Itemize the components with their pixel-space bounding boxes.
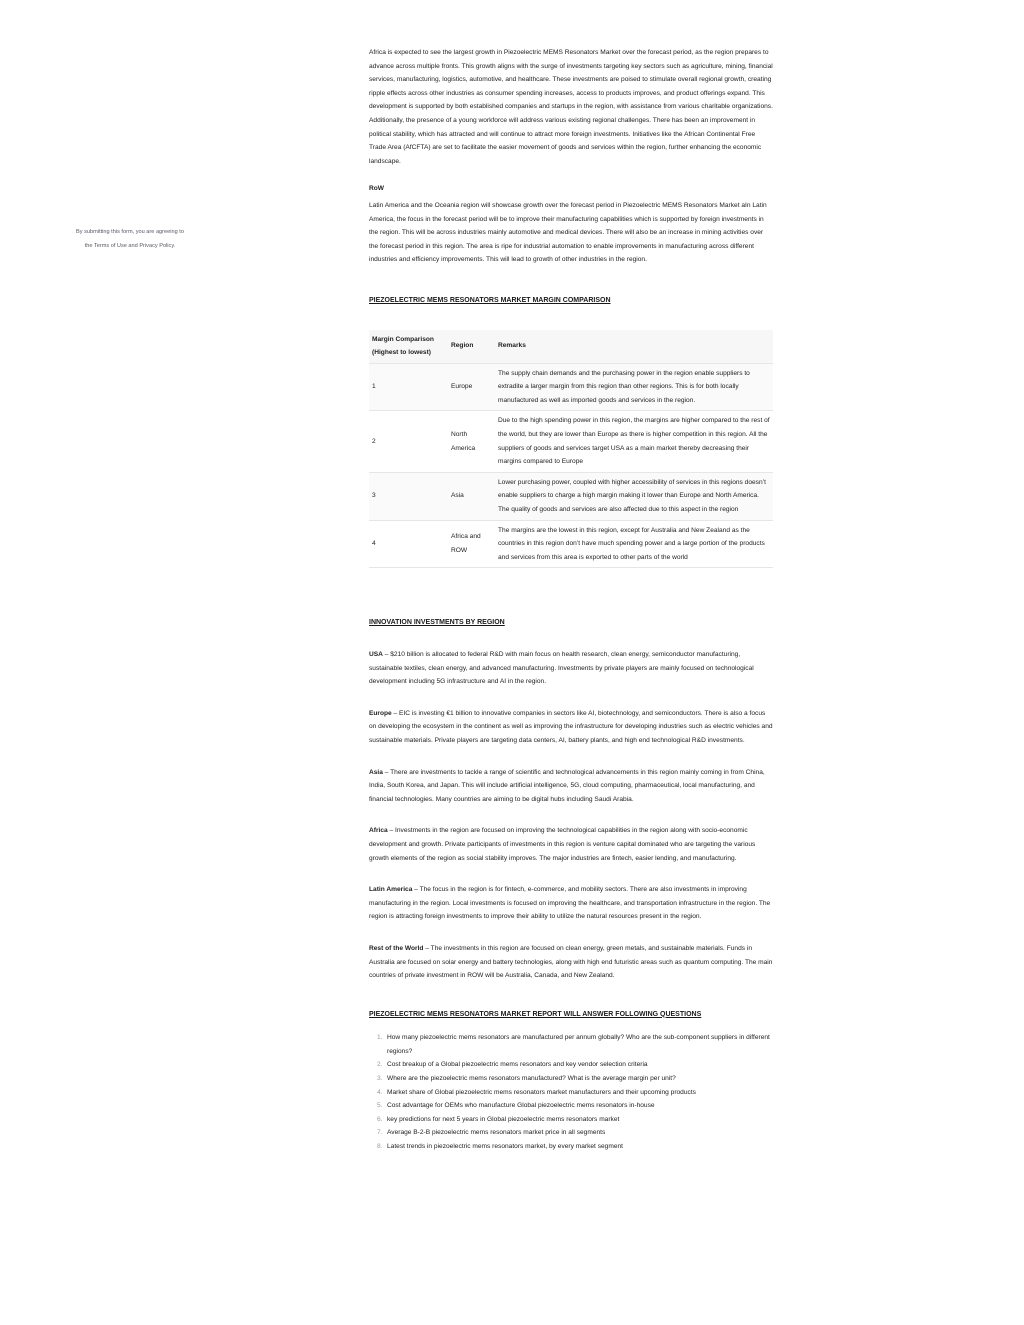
innovation-text: – The focus in the region is for fintech, e-commerce, and mobility sectors. There are also investments in improving manufacturing in the region. Local investments is focused on improving the healthcare, and transportation infrastructure in the region. The region is attracting foreign investments to improve their ability to utilize the natural resources present in the region. <box>369 886 771 921</box>
innovation-item-africa <box>369 824 773 865</box>
africa-paragraph: Africa is expected to see the largest growth in Piezoelectric MEMS Resonators Market over the forecast period, as the region prepares to advance across multiple fronts. This growth aligns with the surge of investments targeting key sectors such as agriculture, mining, financial services, manufacturing, logistics, automotive, and healthcare. These investments are poised to stimulate overall regional growth, creating ripple effects across other industries as consumer spending increases, access to products improves, and product offerings expand. This development is supported by both established companies and startups in the region, with assistance from various charitable organizations. Additionally, the presence of a young workforce will address various existing regional challenges. There has been an improvement in political stability, which has attracted and will continue to attract more foreign investments. Initiatives like the African Continental Free Trade Area (AfCFTA) are set to facilitate the easier movement of goods and services within the region, further enhancing the economic landscape. <box>369 49 773 165</box>
rank-cell: 3 <box>369 472 448 520</box>
rank-cell: 4 <box>369 520 448 568</box>
rank-cell: 1 <box>369 363 448 411</box>
article-content <box>369 46 773 1154</box>
list-item: key predictions for next 5 years in Global piezoelectric mems resonators market <box>387 1115 620 1123</box>
innovation-region-label: Latin America <box>369 886 413 894</box>
questions-list <box>369 1031 773 1153</box>
list-item: Cost breakup of a Global piezoelectric mems resonators and key vendor selection criteria <box>387 1061 648 1069</box>
column-header-rank: Margin Comparison (Highest to lowest) <box>369 330 448 364</box>
remarks-cell: The margins are the lowest in this region, except for Australia and New Zealand as the countries in this region don’t have much spending power and a large portion of the products and services from this area is exported to other parts of the world <box>495 520 773 568</box>
margin-comparison-heading: PIEZOELECTRIC MEMS RESONATORS MARKET MARGIN COMPARISON <box>369 296 611 304</box>
region-cell: Europe <box>448 363 495 411</box>
region-cell: Asia <box>448 472 495 520</box>
region-cell: Africa and ROW <box>448 520 495 568</box>
innovation-text: – The investments in this region are focused on clean energy, green metals, and sustainable materials. Funds in Australia are focused on solar energy and battery technologies, along with high end futuristic areas such as quantum computing. The main countries of private investment in ROW will be Australia, Canada, and New Zealand. <box>369 944 773 980</box>
table-row <box>369 411 773 472</box>
list-item: Latest trends in piezoelectric mems resonators market, by every market segment <box>387 1143 624 1151</box>
innovation-item-usa <box>369 648 773 689</box>
innovation-text: – Investments in the region are focused on improving the technological capabilities in the region along with socio-economic development and growth. Private participants of investments in this region is venture capital dominated who are targeting the various growth elements of the region as social stability improves. The major industries are fintech, easier lending, and manufacturing. <box>369 827 756 862</box>
innovation-item-rest-of-world <box>369 942 773 983</box>
column-header-region: Region <box>448 330 495 364</box>
column-header-remarks: Remarks <box>495 330 773 364</box>
questions-heading: PIEZOELECTRIC MEMS RESONATORS MARKET REPORT WILL ANSWER FOLLOWING QUESTIONS <box>369 1010 702 1018</box>
table-row <box>369 520 773 568</box>
row-heading: RoW <box>369 185 385 193</box>
consent-line-2: the Terms of Use and Privacy Policy. <box>84 242 176 249</box>
row-paragraph: Latin America and the Oceania region will showcase growth over the forecast period in Piezoelectric MEMS Resonators Market aIn Latin America, the focus in the forecast period will be to improve their manufacturing capabilities which is supported by foreign investments in the region. This will be across industries mainly automotive and medical devices. There will also be an increase in mining activities over the forecast period in this region. The area is ripe for industrial automation to enable improvements in manufacturing across different industries and efficiency improvements. This will lead to growth of other industries in the region. <box>369 201 767 264</box>
consent-line-1: By submitting this form, you are agreeing to <box>76 229 184 235</box>
innovation-region-label: Europe <box>369 709 392 717</box>
innovation-region-label: Asia <box>369 768 383 776</box>
remarks-cell: Due to the high spending power in this region, the margins are higher compared to the rest of the world, but they are lower than Europe as there is higher competition in this region. All the suppliers of goods and services target USA as a main market thereby decreasing their margins compared to Europe <box>495 411 773 472</box>
remarks-cell: The supply chain demands and the purchasing power in the region enable suppliers to extradite a larger margin from this region than other regions. This is for both locally manufactured as well as imported goods and services in the region. <box>495 363 773 411</box>
list-item: How many piezoelectric mems resonators are manufactured per annum globally? Who are the sub-component suppliers in different regions? <box>387 1034 770 1055</box>
innovation-text: – $210 billion is allocated to federal R&D with main focus on health research, clean energy, semiconductor manufacturing, sustainable textiles, clean energy, and advanced manufacturing. Investments by private players are mainly focused on technological development including 5G infrastructure and AI in the region. <box>369 651 754 686</box>
list-item: Market share of Global piezoelectric mems resonators market manufacturers and their upcoming products <box>387 1088 696 1096</box>
list-item: Average B-2-B piezoelectric mems resonators market price in all segments <box>387 1129 606 1137</box>
innovation-heading: INNOVATION INVESTMENTS BY REGION <box>369 619 505 627</box>
list-item: Where are the piezoelectric mems resonators manufactured? What is the average margin per unit? <box>387 1075 676 1083</box>
innovation-text: – There are investments to tackle a range of scientific and technological advancements in this region mainly coming in from China, India, South Korea, and Japan. This will include artificial intelligence, 5G, cloud computing, pharmaceutical, local manufacturing, and financial technologies. Many countries are aiming to be digital hubs including Saudi Arabia. <box>369 768 765 803</box>
innovation-region-label: USA <box>369 651 383 658</box>
form-consent-note <box>60 226 200 253</box>
list-item: Cost advantage for OEMs who manufacture Global piezoelectric mems resonators in-house <box>387 1102 655 1110</box>
innovation-item-latin-america <box>369 883 773 924</box>
innovation-text: – EIC is investing €1 billion to innovative companies in sectors like AI, biotechnology, and semiconductors. There is also a focus on developing the ecosystem in the continent as well as improving the infrastructure for developing industries such as electric vehicles and sustainable materials. Private players are targeting data centers, AI, battery plants, and high end technological R&D investments. <box>369 709 773 744</box>
table-row <box>369 363 773 411</box>
rank-cell: 2 <box>369 411 448 472</box>
table-row <box>369 472 773 520</box>
innovation-region-label: Africa <box>369 827 388 835</box>
remarks-cell: Lower purchasing power, coupled with higher accessibility of services in this regions doesn’t enable suppliers to charge a high margin making it lower than Europe and North America. The quality of goods and services are also affected due to this aspect in the region <box>495 472 773 520</box>
region-cell: North America <box>448 411 495 472</box>
innovation-item-europe <box>369 707 773 748</box>
margin-comparison-table <box>369 330 773 569</box>
innovation-region-label: Rest of the World <box>369 944 424 952</box>
innovation-item-asia <box>369 766 773 807</box>
table-header-row <box>369 330 773 364</box>
